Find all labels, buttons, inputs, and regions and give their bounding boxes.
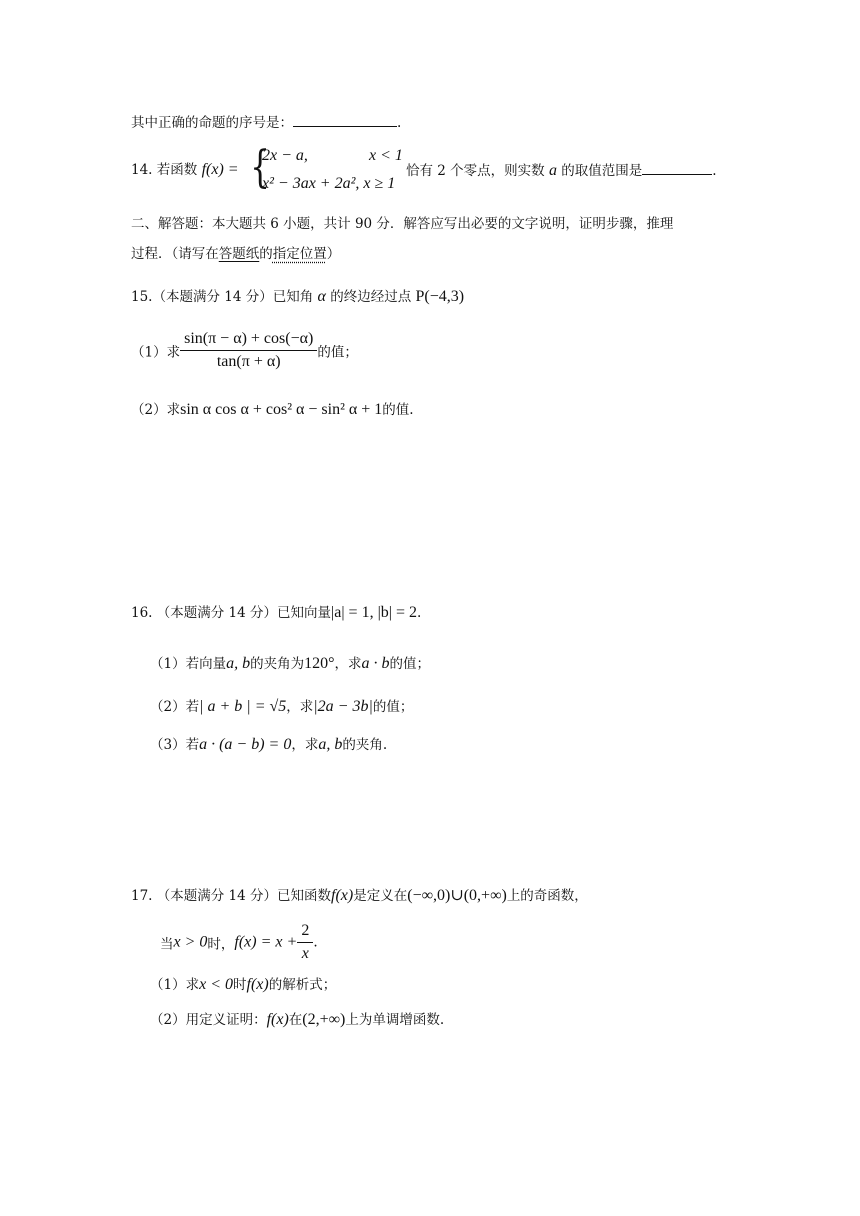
q14-case1-cond: x < 1 [369, 147, 403, 164]
q14-suffix: 的取值范围是 [561, 163, 643, 179]
q17-p1-condition: x < 0 [199, 976, 233, 993]
answer-sheet-text: 答题纸 [218, 246, 260, 262]
q14-end: . [712, 163, 717, 179]
q17-head-end: 上的奇函数， [506, 888, 588, 904]
q17-p1-mid: 时 [233, 977, 247, 993]
q17-head-text: 17. （本题满分 14 分）已知函数 [131, 888, 332, 904]
q16-p2-prefix: （2）若 [150, 699, 200, 715]
q15-p1-prefix: （1）求 [131, 344, 181, 361]
q16-p3-prefix: （3）若 [150, 737, 200, 753]
q16-p3-mid: ，求 [291, 737, 319, 753]
q17-l2-denominator: x [301, 945, 309, 962]
q17-l2-lhs: f(x) = x + [234, 933, 298, 951]
q15-alpha: α [317, 288, 326, 305]
q17-p2-interval: (2,+∞) [302, 1011, 346, 1028]
q16-p1-angle: 120° [304, 655, 335, 672]
section-2-suffix: ） [326, 246, 341, 262]
q14-answer-blank [642, 160, 712, 175]
q16-p1-mid: 的夹角为 [250, 656, 305, 672]
answer-blank [293, 112, 397, 127]
q16-p1-mid2: ，求 [334, 656, 362, 672]
q15-part-2 [131, 400, 414, 420]
q15-p2-prefix: （2）求 [131, 402, 181, 418]
q15-point: P(−4,3) [415, 288, 465, 305]
section-2-prefix: 过程．（请写在 [131, 246, 219, 262]
q16-part-3 [150, 735, 387, 755]
q16-p1-suffix: 的值； [389, 656, 430, 672]
q17-domain: (−∞,0)∪(0,+∞) [407, 887, 507, 904]
q16-p2-suffix: 的值； [372, 699, 414, 715]
q15-p1-denominator: tan(π + α) [216, 353, 281, 370]
q17-line-2 [160, 922, 318, 963]
q14-middle: 恰有 2 个零点，则实数 [406, 163, 545, 179]
q16-head-text: 16. （本题满分 14 分）已知向量 [131, 605, 332, 621]
q15-head-text: 15.（本题满分 14 分）已知角 [131, 289, 314, 305]
q16-p3-vectors: a, b [318, 736, 343, 753]
q16-part-2 [150, 697, 413, 717]
q17-p2-fx: f(x) [266, 1011, 289, 1028]
q14-case2-expr: x² − 3ax + 2a², x ≥ 1 [262, 175, 396, 192]
q17-head [131, 886, 588, 906]
q15-p2-suffix: 的值. [382, 402, 414, 418]
q17-p1-fx: f(x) [246, 976, 269, 993]
q17-mid: 是定义在 [353, 888, 408, 904]
q17-p2-prefix: （2）用定义证明： [150, 1012, 267, 1028]
q16-p1-vectors: a, b [226, 655, 251, 672]
designated-position-text: 指定位置 [272, 246, 327, 262]
q14-case1-expr: 2x − a, [262, 147, 308, 164]
q17-l2-condition: x > 0 [173, 933, 208, 951]
q15-p1-fraction [180, 330, 317, 371]
q15-p2-expr: sin α cos α + cos² α − sin² α + 1 [180, 401, 383, 418]
q15-head [131, 287, 464, 307]
q17-l2-prefix: 当 [160, 936, 174, 953]
q16-p2-condition: | a + b | = √5 [199, 698, 287, 715]
section-2-mid: 的 [259, 246, 273, 262]
section-2-line-1: 二、解答题：本大题共 6 小题，共计 90 分．解答应写出必要的文字说明，证明步骤，推理 [131, 216, 674, 232]
q16-p2-mid: ，求 [286, 699, 314, 715]
q16-p1-prefix: （1）若向量 [150, 656, 227, 672]
q17-p1-prefix: （1）求 [150, 977, 200, 993]
q16-head [131, 603, 421, 623]
q16-p3-condition: a · (a − b) = 0 [199, 736, 292, 753]
q15-mid: 的终边经过点 [330, 289, 412, 305]
q14-fx: f(x) = [201, 161, 239, 178]
q17-fx: f(x) [331, 887, 354, 904]
q15-p1-numerator: sin(π − α) + cos(−α) [180, 330, 317, 351]
q17-l2-numerator: 2 [297, 922, 313, 943]
q14-suffix-line [406, 160, 717, 181]
q14-brace: { [250, 142, 270, 193]
correct-propositions-line [131, 112, 401, 133]
q17-l2-fraction [297, 922, 313, 963]
q17-part-2 [150, 1010, 444, 1030]
q17-l2-end: . [313, 934, 318, 951]
q14-prefix-line [131, 160, 239, 180]
correct-propositions-text: 其中正确的命题的序号是： [131, 115, 293, 131]
q17-l2-mid: 时， [207, 936, 235, 953]
q17-p2-mid: 在 [288, 1012, 303, 1028]
q16-head-end: . [417, 605, 422, 621]
q16-condition: |a| = 1, |b| = 2 [331, 604, 417, 621]
q16-part-1 [150, 654, 430, 674]
q16-p1-expr: a · b [361, 655, 390, 672]
q17-part-1 [150, 975, 336, 995]
q15-part-1 [131, 330, 358, 371]
q15-p1-suffix: 的值； [317, 344, 358, 361]
q16-p3-suffix: 的夹角. [342, 737, 388, 753]
section-2-line-2 [131, 244, 340, 264]
period: . [397, 115, 402, 131]
q17-p1-suffix: 的解析式； [268, 977, 337, 993]
q16-p2-expr: |2a − 3b| [313, 698, 373, 715]
q14-var: a [548, 162, 557, 179]
q14-prefix: 14. 若函数 [131, 162, 198, 178]
q17-p2-suffix: 上为单调增函数. [345, 1012, 445, 1028]
